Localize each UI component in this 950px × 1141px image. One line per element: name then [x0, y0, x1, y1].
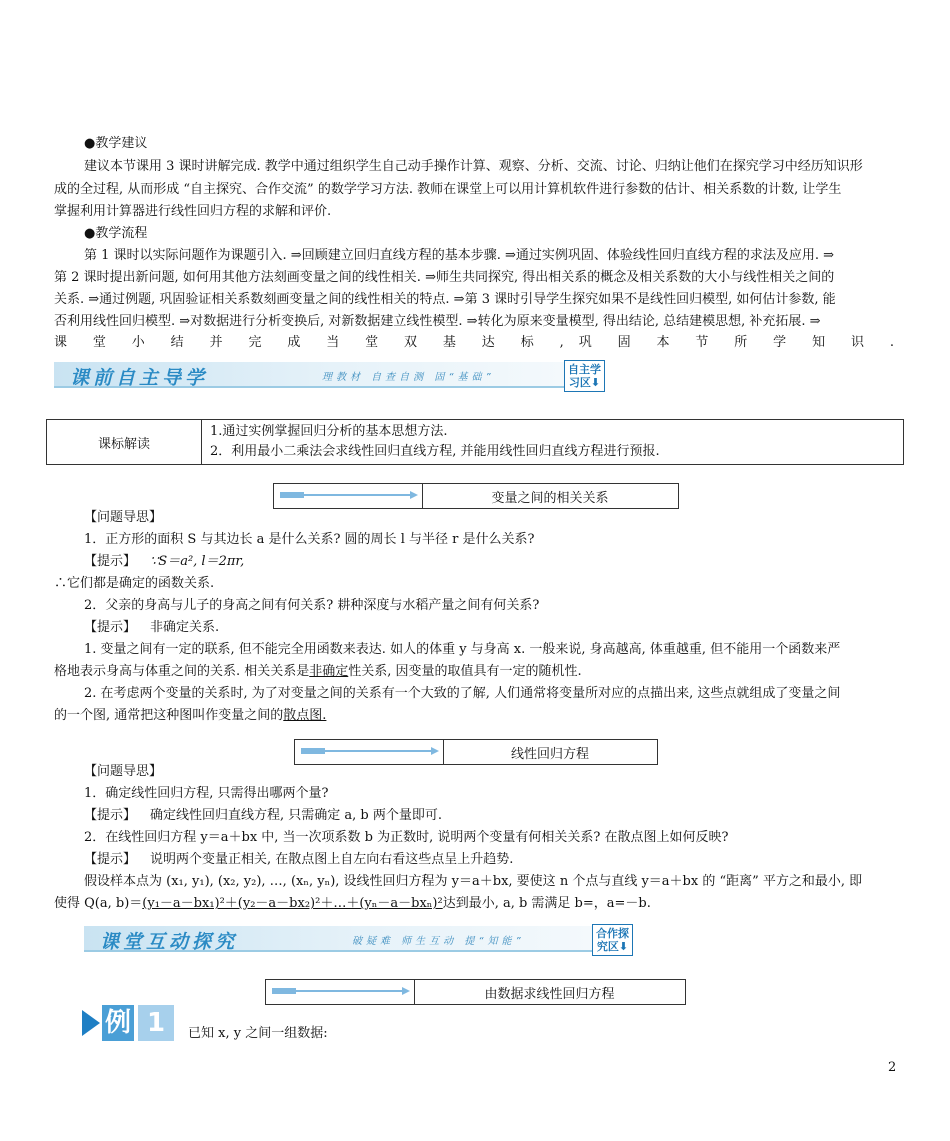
hint-tag: 【提示】	[84, 808, 137, 823]
hint-tag: 【提示】	[84, 620, 137, 635]
hint	[84, 618, 219, 638]
teaching-suggestion-line: 建议本节课用 3 课时讲解完成. 教学中通过组织学生自己动手操作计算、观察、分析、交流、讨论、归纳让他们在探究学习中经历知识形	[84, 159, 863, 174]
question: 2．父亲的身高与儿子的身高之间有何关系? 耕种深度与水稻产量之间有何关系?	[84, 598, 540, 613]
problem-guide-heading: 【问题导思】	[84, 764, 163, 779]
badge-line: 合作探	[596, 927, 629, 940]
banner-subtitle: 破疑难 师生互动 提“知能”	[352, 936, 525, 947]
type-1-header	[265, 979, 686, 1005]
pre-class-banner	[54, 362, 564, 388]
hint	[84, 552, 244, 572]
teaching-flow-line: 第 1 课时以实际问题作为课题引入. ⇒回顾建立回归直线方程的基本步骤. ⇒通过实例巩固、体验线性回归直线方程的求法及应用. ⇒	[84, 248, 835, 263]
teaching-flow-line: 关系. ⇒通过例题, 巩固验证相关系数刻画变量之间的线性相关的特点. ⇒第 3 课时引导学生探究如果不是线性回归模型, 如何估计参数, 能	[54, 292, 836, 307]
badge-line: 习区⬇	[568, 376, 601, 389]
pen-icon	[280, 490, 420, 500]
banner-subtitle: 理教材 自查自测 固“基础”	[322, 372, 495, 383]
teaching-suggestion-heading: ●教学建议	[84, 136, 148, 151]
badge-line: 究区⬇	[596, 940, 629, 953]
explanation-line: 1. 变量之间有一定的联系, 但不能完全用函数来表达. 如人的体重 y 与身高 x. 一般来说, 身高越高, 体重越重, 但不能用一个函数来严	[84, 642, 841, 657]
text-run: 格地表示身高与体重之间的关系. 相关关系是	[54, 664, 310, 679]
teaching-flow-line: 否利用线性回归模型. ⇒对数据进行分析变换后, 对新数据建立线性模型. ⇒转化为原来变量模型, 得出结论, 总结建模思想, 补充拓展. ⇒	[54, 314, 821, 329]
badge-line: 自主学	[568, 363, 601, 376]
problem-guide-heading: 【问题导思】	[84, 510, 163, 525]
explanation-line: 假设样本点为 (x₁, y₁), (x₂, y₂), …, (xₙ, yₙ), 设线性回归方程为 y＝a＋bx, 要使这 n 个点与直线 y＝a＋bx 的 “距离” 平方之和最小, 即	[84, 874, 863, 889]
explanation-line	[54, 894, 651, 914]
hint	[84, 806, 442, 826]
self-study-badge	[564, 360, 605, 392]
hint-text: ∵S＝a², l＝2πr,	[150, 554, 245, 569]
teaching-flow-line: 第 2 课时提出新问题, 如何用其他方法刻画变量之间的线性相关. ⇒师生共同探究, 得出相关系的概念及相关系数的大小与线性相关之间的	[54, 270, 835, 285]
hint-text: 确定线性回归直线方程, 只需确定 a, b 两个量即可.	[150, 808, 443, 823]
pen-icon	[272, 986, 412, 996]
page-number: 2	[888, 1060, 897, 1075]
section-title: 变量之间的相关关系	[491, 491, 609, 506]
teaching-flow-line: 课 堂 小 结 并 完 成 当 堂 双 基 达 标 , 巩 固 本 节 所 学 知 识 .	[54, 335, 894, 350]
table-content-cell	[202, 420, 904, 465]
curriculum-standard-table	[46, 419, 904, 465]
hint-text: 非确定关系.	[150, 620, 220, 635]
teaching-flow-heading: ●教学流程	[84, 226, 148, 241]
example-text: 已知 x, y 之间一组数据:	[188, 1026, 328, 1041]
hint-text: 说明两个变量正相关, 在散点图上自左向右看这些点呈上升趋势.	[150, 852, 514, 867]
underlined-formula: (y₁－a－bx₁)²＋(y₂－a－bx₂)²＋…＋(yₙ－a－bxₙ)²	[142, 896, 443, 911]
text-run: 达到最小, a, b 需满足 b=，a=－b.	[442, 896, 651, 911]
section-title: 线性回归方程	[510, 747, 589, 762]
standard-item: 2．利用最小二乘法会求线性回归直线方程, 并能用线性回归直线方程进行预报.	[210, 444, 660, 459]
explanation-line	[54, 662, 582, 682]
teaching-suggestion-line: 成的全过程, 从而形成 “自主探究、合作交流” 的数学学习方法. 教师在课堂上可以用计算机软件进行参数的估计、相关系数的计数, 让学生	[54, 182, 842, 197]
arrow-icon	[82, 1010, 100, 1036]
hint-tag: 【提示】	[84, 554, 137, 569]
section-title: 由数据求线性回归方程	[484, 987, 615, 1002]
knowledge-1-header	[273, 483, 679, 509]
hint-tag: 【提示】	[84, 852, 137, 867]
underlined-term: 散点图.	[283, 708, 327, 723]
question: 2．在线性回归方程 y＝a＋bx 中, 当一次项系数 b 为正数时, 说明两个变量有何相关关系? 在散点图上如何反映?	[84, 830, 729, 845]
teaching-suggestion-line: 掌握利用计算器进行线性回归方程的求解和评价.	[54, 204, 332, 219]
example-number: 1	[146, 1008, 166, 1038]
pen-icon	[301, 746, 441, 756]
knowledge-2-header	[294, 739, 658, 765]
hint-conclusion: ∴它们都是确定的函数关系.	[54, 576, 215, 591]
standard-item: 1.通过实例掌握回归分析的基本思想方法.	[210, 424, 448, 439]
text-run: 的一个图, 通常把这种图叫作变量之间的	[54, 708, 284, 723]
question: 1．确定线性回归方程, 只需得出哪两个量?	[84, 786, 329, 801]
text-run: 性关系, 因变量的取值具有一定的随机性.	[348, 664, 582, 679]
text-run: 使得 Q(a, b)＝	[54, 896, 143, 911]
hint	[84, 850, 513, 870]
question: 1．正方形的面积 S 与其边长 a 是什么关系? 圆的周长 l 与半径 r 是什么关系?	[84, 532, 535, 547]
explanation-line	[54, 706, 326, 726]
underlined-term: 非确定	[309, 664, 349, 679]
example-char: 例	[104, 1008, 131, 1038]
explanation-line: 2. 在考虑两个变量的关系时, 为了对变量之间的关系有一个大致的了解, 人们通常将变量所对应的点描出来, 这些点就组成了变量之间	[84, 686, 841, 701]
banner-title: 课前自主导学	[70, 367, 209, 389]
cooperative-badge	[592, 924, 633, 956]
table-label-cell: 课标解读	[47, 420, 202, 465]
in-class-banner	[84, 926, 592, 952]
banner-title: 课堂互动探究	[100, 931, 239, 953]
